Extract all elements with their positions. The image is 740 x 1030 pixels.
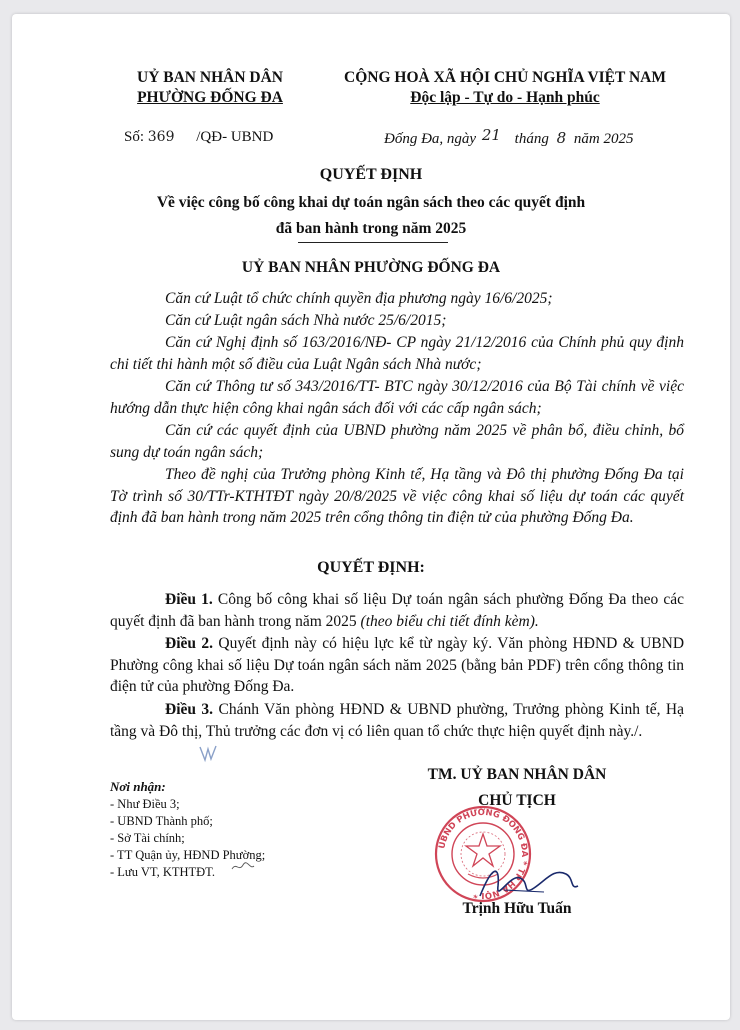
initial-mark-icon (198, 743, 220, 763)
number-suffix: /QĐ- UBND (196, 129, 274, 145)
document-page (12, 14, 730, 1020)
basis-6: Theo đề nghị của Trưởng phòng Kinh tế, Hạ tầng và Đô thị phường Đống Đa tại Tờ trình số 30/TTr-KTHTĐT ngày 20/8/2025 về việc công khai số liệu dự toán các quyết định đã ban hành trong năm 2025 trên cổng thông tin điện tử của phường Đống Đa. (110, 466, 684, 526)
issuing-authority: UỶ BAN NHÂN PHƯỜNG ĐỐNG ĐA (241, 259, 501, 276)
title-underline (298, 242, 448, 243)
article-1-text: Công bố công khai số liệu Dự toán ngân sách phường Đống Đa theo các quyết định đã ban hành trong năm 2025 (110, 591, 685, 630)
recipient-item: - Lưu VT, KTHTĐT. (110, 865, 216, 879)
org-name-line2 (120, 88, 300, 108)
date-month: 8 (556, 129, 567, 147)
article-1-note: (theo biểu chi tiết đính kèm). (360, 612, 539, 630)
nation-motto-text: Độc lập - Tự do - Hạnh phúc (410, 89, 600, 106)
org-name-line1: UỶ BAN NHÂN DÂN (137, 69, 283, 86)
article-2-label: Điều 2. (165, 635, 213, 652)
date-month-prefix: tháng (514, 131, 549, 147)
article-3-text: Chánh Văn phòng HĐND & UBND phường, Trưởng phòng Kinh tế, Hạ tầng và Đô thị, Thủ trưởng các đơn vị có liên quan tổ chức thực hiện quyết định này./. (110, 701, 685, 740)
basis-4: Căn cứ Thông tư số 343/2016/TT- BTC ngày 30/12/2016 của Bộ Tài chính về việc hướng dẫn thực hiện công khai ngân sách đối với các cấp ngân sách; (110, 378, 684, 417)
document-number (124, 129, 273, 146)
svg-text:UBND PHƯỜNG ĐỐNG ĐA * TP HÀ NỘ: UBND PHƯỜNG ĐỐNG ĐA * TP HÀ NỘI * (437, 807, 530, 901)
decide-heading: QUYẾT ĐỊNH: (317, 559, 425, 576)
number-prefix: Số: (124, 129, 145, 145)
basis-3: Căn cứ Nghị định số 163/2016/NĐ- CP ngày 21/12/2016 của Chính phủ quy định chi tiết thi hành một số điều của Luật Ngân sách Nhà nước; (110, 334, 684, 373)
recipient-item: - UBND Thành phố; (110, 814, 213, 828)
document-date (384, 126, 634, 148)
nation-motto (330, 88, 680, 108)
date-year: năm 2025 (573, 131, 634, 147)
article-2-text: Quyết định này có hiệu lực kể từ ngày ký. Văn phòng HĐND & UBND Phường công khai số liệu Dự toán ngân sách năm 2025 (bằng bản PDF) trên cổng thông tin điện tử của phường Đống Đa. (110, 635, 685, 695)
article-3-label: Điều 3. (165, 701, 214, 718)
recipient-item: - TT Quận ủy, HĐND Phường; (110, 848, 266, 862)
signature-position: CHỦ TỊCH (478, 792, 556, 809)
clerk-initial-icon (230, 860, 256, 874)
nation-name: CỘNG HOÀ XÃ HỘI CHỦ NGHĨA VIỆT NAM (344, 69, 666, 86)
document-title: QUYẾT ĐỊNH (319, 166, 423, 183)
date-day: 21 (481, 126, 501, 144)
subject-line1: Về việc công bố công khai dự toán ngân sách theo các quyết định (156, 194, 586, 211)
basis-5: Căn cứ các quyết định của UBND phường năm 2025 về phân bổ, điều chỉnh, bổ sung dự toán ngân sách; (110, 422, 684, 461)
recipients-heading: Nơi nhận: (110, 779, 166, 794)
article-3 (110, 699, 684, 742)
signature-title: TM. UỶ BAN NHÂN DÂN (427, 766, 607, 783)
recipient-item: - Như Điều 3; (110, 797, 180, 811)
article-1-label: Điều 1. (165, 591, 213, 608)
date-prefix: Đống Đa, ngày (384, 131, 477, 147)
basis-2: Căn cứ Luật ngân sách Nhà nước 25/6/2015; (165, 312, 447, 329)
org-name-line2-text: PHƯỜNG ĐỐNG ĐA (137, 89, 283, 106)
article-1 (110, 589, 684, 632)
subject-line2: đã ban hành trong năm 2025 (275, 220, 467, 237)
signer-name: Trịnh Hữu Tuấn (462, 900, 572, 917)
number-value: 369 (147, 129, 175, 145)
article-2 (110, 633, 684, 698)
recipient-item: - Sở Tài chính; (110, 831, 185, 845)
basis-1: Căn cứ Luật tổ chức chính quyền địa phương ngày 16/6/2025; (165, 290, 553, 307)
